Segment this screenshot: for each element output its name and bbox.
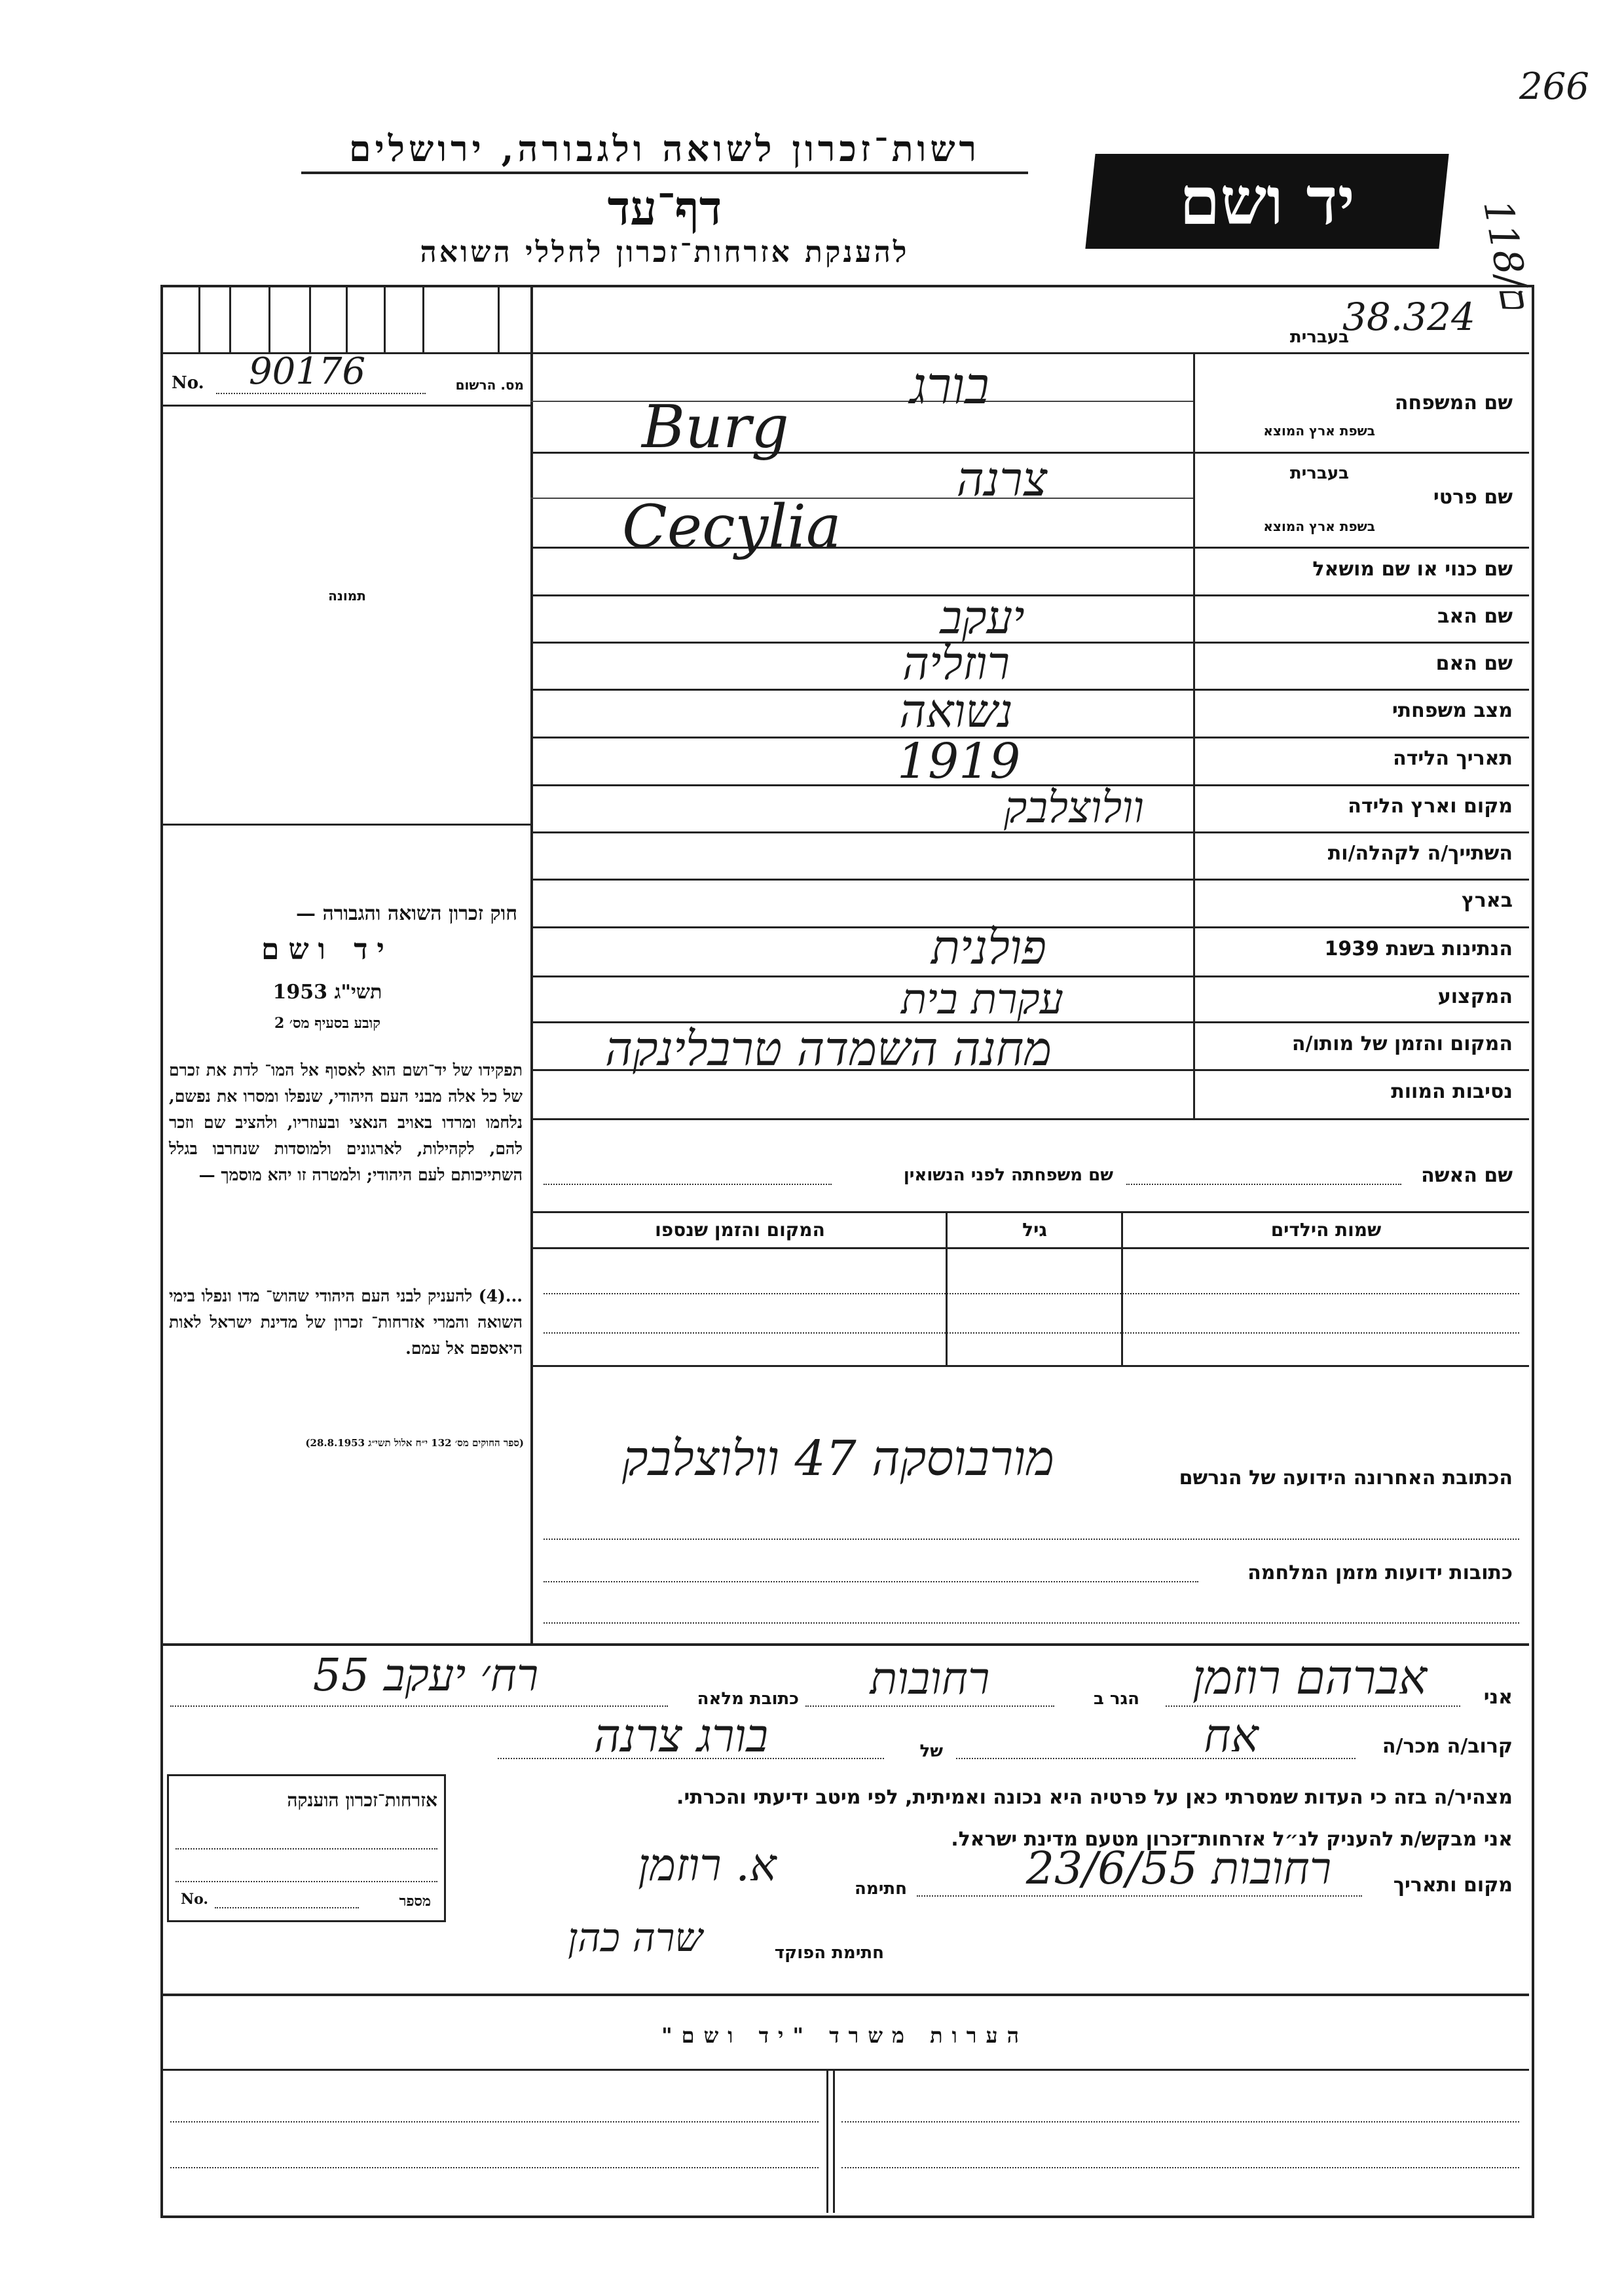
label-profession: המקצוע [1437,985,1513,1008]
label-in-country: בארץ [1461,889,1513,912]
signature: א. רוזמן [638,1840,777,1891]
grant-box [167,1774,446,1922]
reg-label-heb: מס. הרשום [455,377,524,393]
label-surname-country: בשפת ארץ המוצא [1263,423,1375,439]
grant-no-label: No. [181,1891,209,1908]
profession: עקרת בית [901,975,1063,1024]
declarant-city: רחובות [870,1653,990,1705]
officer-signature: שרה כהן [568,1915,703,1961]
archive-number: 38.324 [1342,295,1475,339]
mother-name: רוזליה [902,636,1010,690]
label-place-time-lost: המקום והזמן שנספו [655,1219,825,1241]
label-mother: שם האם [1435,652,1513,675]
label-given-country: בשפת ארץ המוצא [1263,519,1375,534]
relation: אח [1204,1709,1259,1762]
birth-date: 1919 [897,733,1021,790]
label-place-date: מקום ותאריך [1393,1874,1513,1897]
label-signature: חתימה [855,1879,907,1899]
label-birth-place: מקום וארץ הלידה [1348,795,1513,818]
place-time-death: מחנה השמדה טרבלינקה [604,1021,1052,1076]
of-name: בורג צרנה [593,1709,769,1762]
authority-title: רשות־זכרון לשואה ולגבורה, ירושלים [348,128,981,170]
label-nickname: שם כנוי או שם מושאל [1312,558,1513,581]
reg-no-label: No. [172,373,204,393]
label-father: שם האב [1437,605,1513,628]
surname-hebrew: בורג [910,357,989,416]
label-relative: קרוב/ה מכר/ה [1382,1735,1513,1758]
label-surname-heb: בעברית [1289,327,1349,347]
label-maiden-name: שם משפחתה לפני הנשואין [903,1165,1113,1185]
law-clause: קובע בסעיף מס׳ 2 [274,1015,381,1032]
logo-text: יד ושם [1179,162,1355,240]
page-number: 266 [1519,65,1589,108]
label-birth-date: תאריך הלידה [1393,747,1513,770]
photo-label: תמונה [328,588,366,604]
law-year: תשי"ג 1953 [272,981,382,1004]
label-given-name: שם פרטי [1433,486,1513,509]
law-paragraph-2: ...(4) להעניק לבני העם היהודי שהוש־ מדו ונפלו בימי השואה והמרי אזרחות־ זכרון של מדינת ישראל לאות היאספם אל עמם. [169,1286,523,1358]
label-given-heb: בעברית [1289,464,1349,483]
law-paragraph-1: תפקידו של יד־ושם הוא לאסוף אל המו־ לדת את זכרם של כל אלה מבני העם היהודי, שנפלו ומסרו את נפשם, נלחמו ומרדו באויב הנאצי ובעוזריו, ולהציב שם וזכר להם, לקהילות, לארגונים ולמוסדות שנחרבו בגלל השתייכותם לעם היהודי; ולמטרה זו יהא מוסמך — [169,1061,523,1184]
label-last-address: הכתובת האחרונה הידועה של הנרשם [1179,1467,1513,1489]
declaration-text: מצהיר/ה בזה כי העדות שמסרתי כאן על פרטיה היא נכונה ואמיתית, לפי מיטב ידיעתי והכרתי. [676,1786,1513,1809]
declarant-name: אברהם רוזמן [1192,1650,1428,1705]
label-cause-death: נסיבות המוות [1391,1080,1513,1103]
yad-vashem-logo [1085,154,1449,249]
remarks-title: הערות משרד "יד ושם" [661,2023,1029,2048]
grant-number-label: מספר [399,1893,431,1910]
grant-title: אזרחות־זכרון הוענקה [287,1789,437,1811]
registration-number: 90176 [249,350,366,393]
nationality: פולנית [931,920,1047,975]
father-name: יעקב [940,591,1025,644]
law-citation: (ספר החוקים מס׳ 132 י״ח אלול תשי״ג 28.8.1953) [305,1437,524,1449]
label-marital: מצב משפחתי [1392,699,1513,722]
request-text: אני מבקש/ת להעניק לנ״ל אזרחות־זכרון מטעם מדינת ישראל. [951,1828,1513,1851]
label-full-address: כתובת מלאה [697,1689,799,1709]
label-community: השתייך/ה לקהלה/ות [1327,842,1513,865]
corner-note: 118/ם [1474,196,1539,316]
birth-place: וולוצלבק [1003,782,1145,833]
label-i: אני [1483,1686,1513,1709]
label-wife: שם האשה [1421,1164,1513,1187]
law-heading: חוק זכרון השואה והגבורה — [296,902,517,925]
label-officer: חתימת הפוקד [774,1943,884,1963]
label-age: גיל [1022,1219,1047,1241]
given-name-latin: Cecylia [622,492,841,561]
label-place-time-death: המקום והזמן של מותו/ה [1291,1032,1513,1055]
form-subtitle: להענקת אזרחות־זכרון לחללי השואה [420,236,910,269]
label-lives-in: הגר ב [1093,1689,1139,1709]
surname-latin: Burg [642,393,789,462]
label-war-addresses: כתובות ידועות מזמן המלחמה [1247,1561,1513,1584]
given-name-hebrew: צרנה [956,452,1048,507]
place-date: רחובות 23/6/55 [1025,1843,1332,1895]
form-title: דף־עד [607,180,722,236]
label-children-names: שמות הילדים [1270,1219,1382,1241]
label-of: של [919,1741,943,1761]
declarant-address: רח׳ יעקב 55 [312,1650,539,1702]
label-nationality: הנתינות בשנת 1939 [1324,938,1513,960]
law-name: יד ושם [261,933,394,966]
marital-status: נשואה [899,684,1013,738]
label-surname: שם המשפחה [1394,392,1513,414]
last-address: מורבוסקה 47 וולוצלבק [621,1430,1055,1487]
